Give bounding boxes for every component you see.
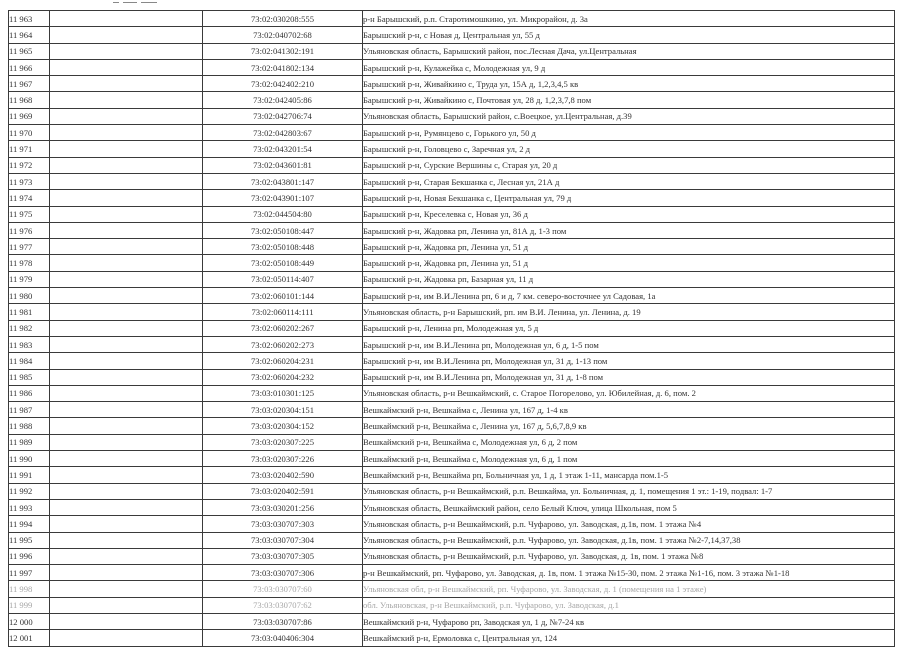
table-row bbox=[9, 173, 895, 189]
table-row bbox=[9, 353, 895, 369]
row-number: 12 001 bbox=[9, 630, 50, 646]
blank-cell bbox=[50, 353, 203, 369]
blank-cell bbox=[50, 173, 203, 189]
table-row bbox=[9, 59, 895, 75]
table-row bbox=[9, 11, 895, 27]
cadastral-number: 73:02:043201:54 bbox=[203, 141, 363, 157]
cadastral-number: 73:02:060204:232 bbox=[203, 369, 363, 385]
blank-cell bbox=[50, 451, 203, 467]
row-number: 11 972 bbox=[9, 157, 50, 173]
blank-cell bbox=[50, 483, 203, 499]
cadastral-number: 73:03:030707:303 bbox=[203, 516, 363, 532]
row-number: 11 965 bbox=[9, 43, 50, 59]
blank-cell bbox=[50, 385, 203, 401]
cadastral-number: 73:03:030707:305 bbox=[203, 548, 363, 564]
cadastral-number: 73:02:060202:273 bbox=[203, 336, 363, 352]
address: р-н Барышский, р.п. Старотимошкино, ул. Микрорайон, д. 3а bbox=[363, 11, 895, 27]
cadastral-number: 73:03:020307:226 bbox=[203, 451, 363, 467]
table-row bbox=[9, 141, 895, 157]
table-row bbox=[9, 222, 895, 238]
blank-cell bbox=[50, 206, 203, 222]
cadastral-number: 73:03:020402:590 bbox=[203, 467, 363, 483]
cadastral-number: 73:02:042405:86 bbox=[203, 92, 363, 108]
address: Барышский р-н, Старая Бекшанка с, Лесная ул, 21А д bbox=[363, 173, 895, 189]
address: Ульяновская область, р-н Вешкаймский, с. Старое Погорелово, ул. Юбилейная, д. 6, пом. 2 bbox=[363, 385, 895, 401]
table-row bbox=[9, 255, 895, 271]
address: Ульяновская область, Вешкаймский район, село Белый Ключ, улица Школьная, пом 5 bbox=[363, 499, 895, 515]
address: Вешкаймский р-н, Вешкайма с, Ленина ул, 167 д, 1-4 кв bbox=[363, 402, 895, 418]
cadastral-number: 73:02:043601:81 bbox=[203, 157, 363, 173]
row-number: 11 986 bbox=[9, 385, 50, 401]
blank-cell bbox=[50, 499, 203, 515]
table-row bbox=[9, 385, 895, 401]
row-number: 11 983 bbox=[9, 336, 50, 352]
address: Барышский р-н, Жадовка рп, Ленина ул, 81А д, 1-3 пом bbox=[363, 222, 895, 238]
address: Барышский р-н, им В.И.Ленина рп, Молодежная ул, 6 д, 1-5 пом bbox=[363, 336, 895, 352]
table-row bbox=[9, 288, 895, 304]
row-number: 11 985 bbox=[9, 369, 50, 385]
blank-cell bbox=[50, 434, 203, 450]
row-number: 11 991 bbox=[9, 467, 50, 483]
cadastral-number: 73:02:043901:107 bbox=[203, 190, 363, 206]
row-number: 11 963 bbox=[9, 11, 50, 27]
address: обл. Ульяновская, р-н Вешкаймский, р.п. Чуфарово, ул. Заводская, д.1 bbox=[363, 597, 895, 613]
cadastral-number: 73:02:043801:147 bbox=[203, 173, 363, 189]
blank-cell bbox=[50, 630, 203, 646]
table-row bbox=[9, 613, 895, 629]
address: Вешкаймский р-н, Вешкайма с, Ленина ул, 167 д, 5,6,7,8,9 кв bbox=[363, 418, 895, 434]
row-number: 11 978 bbox=[9, 255, 50, 271]
table-row bbox=[9, 336, 895, 352]
address: Вешкаймский р-н, Вешкайма рп, Больничная ул, 1 д, 1 этаж 1-11, мансарда пом.1-5 bbox=[363, 467, 895, 483]
cadastral-number: 73:03:030201:256 bbox=[203, 499, 363, 515]
row-number: 11 975 bbox=[9, 206, 50, 222]
blank-cell bbox=[50, 418, 203, 434]
table-row bbox=[9, 76, 895, 92]
table-row bbox=[9, 157, 895, 173]
row-number: 11 973 bbox=[9, 173, 50, 189]
row-number: 11 979 bbox=[9, 271, 50, 287]
cadastral-number: 73:02:050114:407 bbox=[203, 271, 363, 287]
blank-cell bbox=[50, 336, 203, 352]
row-number: 11 989 bbox=[9, 434, 50, 450]
address: Ульяновская область, р-н Вешкаймский, р.п. Чуфарово, ул. Заводская, д.1в, пом. 1 этажа №4 bbox=[363, 516, 895, 532]
table-row bbox=[9, 597, 895, 613]
address: Ульяновская область, Барышский район, пос.Лесная Дача, ул.Центральная bbox=[363, 43, 895, 59]
row-number: 11 980 bbox=[9, 288, 50, 304]
cadastral-number: 73:02:050108:447 bbox=[203, 222, 363, 238]
blank-cell bbox=[50, 402, 203, 418]
address: Ульяновская область, р-н Вешкаймский, р.п. Вешкайма, ул. Больничная, д. 1, помещения 1 эт.: 1-19, подвал: 1-7 bbox=[363, 483, 895, 499]
address: Барышский р-н, Жадовка рп, Ленина ул, 51 д bbox=[363, 255, 895, 271]
table-row bbox=[9, 499, 895, 515]
address: Барышский р-н, Румянцево с, Горького ул, 50 д bbox=[363, 125, 895, 141]
table-row bbox=[9, 467, 895, 483]
row-number: 11 984 bbox=[9, 353, 50, 369]
cadastral-number: 73:03:030707:306 bbox=[203, 565, 363, 581]
blank-cell bbox=[50, 597, 203, 613]
table-row bbox=[9, 320, 895, 336]
cadastral-number: 73:03:030707:60 bbox=[203, 581, 363, 597]
address: Барышский р-н, Ленина рп, Молодежная ул, 5 д bbox=[363, 320, 895, 336]
row-number: 11 987 bbox=[9, 402, 50, 418]
blank-cell bbox=[50, 11, 203, 27]
table-row bbox=[9, 190, 895, 206]
blank-cell bbox=[50, 239, 203, 255]
row-number: 11 988 bbox=[9, 418, 50, 434]
row-number: 11 993 bbox=[9, 499, 50, 515]
address: Барышский р-н, им В.И.Ленина рп, Молодежная ул, 31 д, 1-8 пом bbox=[363, 369, 895, 385]
table-row bbox=[9, 565, 895, 581]
blank-cell bbox=[50, 190, 203, 206]
table-row bbox=[9, 516, 895, 532]
header-fragment bbox=[113, 0, 157, 8]
table-row bbox=[9, 402, 895, 418]
cadastral-number: 73:03:020402:591 bbox=[203, 483, 363, 499]
blank-cell bbox=[50, 271, 203, 287]
address: Барышский р-н, Живайкино с, Почтовая ул, 28 д, 1,2,3,7,8 пом bbox=[363, 92, 895, 108]
cadastral-number: 73:03:010301:125 bbox=[203, 385, 363, 401]
address: Барышский р-н, Новая Бекшанка с, Центральная ул, 79 д bbox=[363, 190, 895, 206]
blank-cell bbox=[50, 27, 203, 43]
address: Ульяновская область, р-н Вешкаймский, р.п. Чуфарово, ул. Заводская, д. 1в, пом. 1 этажа №8 bbox=[363, 548, 895, 564]
cadastral-number: 73:03:030707:62 bbox=[203, 597, 363, 613]
address: Барышский р-н, Жадовка рп, Ленина ул, 51 д bbox=[363, 239, 895, 255]
cadastral-number: 73:03:020304:152 bbox=[203, 418, 363, 434]
blank-cell bbox=[50, 108, 203, 124]
address: Барышский р-н, им В.И.Ленина рп, 6 и д, 7 км. северо-восточнее ул Садовая, 1а bbox=[363, 288, 895, 304]
row-number: 11 981 bbox=[9, 304, 50, 320]
table-row bbox=[9, 630, 895, 646]
table-body bbox=[9, 11, 895, 647]
row-number: 11 990 bbox=[9, 451, 50, 467]
cadastral-number: 73:02:060202:267 bbox=[203, 320, 363, 336]
cadastral-number: 73:02:042706:74 bbox=[203, 108, 363, 124]
address: Ульяновская обл, р-н Вешкаймский, рп. Чуфарово, ул. Заводская, д. 1 (помещения на 1 этаже) bbox=[363, 581, 895, 597]
blank-cell bbox=[50, 467, 203, 483]
cadastral-number: 73:02:050108:449 bbox=[203, 255, 363, 271]
blank-cell bbox=[50, 59, 203, 75]
blank-cell bbox=[50, 369, 203, 385]
address: Вешкаймский р-н, Чуфарово рп, Заводская ул, 1 д, №7-24 кв bbox=[363, 613, 895, 629]
cadastral-number: 73:02:042402:210 bbox=[203, 76, 363, 92]
table-row bbox=[9, 108, 895, 124]
address: р-н Вешкаймский, рп. Чуфарово, ул. Заводская, д. 1в, пом. 1 этажа №15-30, пом. 2 этажа №1-16, пом. 3 этажа №1-18 bbox=[363, 565, 895, 581]
blank-cell bbox=[50, 516, 203, 532]
cadastral-number: 73:03:040406:304 bbox=[203, 630, 363, 646]
table-row bbox=[9, 418, 895, 434]
blank-cell bbox=[50, 565, 203, 581]
row-number: 11 999 bbox=[9, 597, 50, 613]
table-row bbox=[9, 581, 895, 597]
address: Барышский р-н, Головцево с, Заречная ул, 2 д bbox=[363, 141, 895, 157]
row-number: 12 000 bbox=[9, 613, 50, 629]
row-number: 11 996 bbox=[9, 548, 50, 564]
cadastral-number: 73:02:030208:555 bbox=[203, 11, 363, 27]
cadastral-number: 73:02:050108:448 bbox=[203, 239, 363, 255]
address: Ульяновская область, р-н Барышский, рп. им В.И. Ленина, ул. Ленина, д. 19 bbox=[363, 304, 895, 320]
table-row bbox=[9, 304, 895, 320]
table-row bbox=[9, 43, 895, 59]
blank-cell bbox=[50, 76, 203, 92]
blank-cell bbox=[50, 157, 203, 173]
row-number: 11 992 bbox=[9, 483, 50, 499]
blank-cell bbox=[50, 43, 203, 59]
table-row bbox=[9, 548, 895, 564]
row-number: 11 982 bbox=[9, 320, 50, 336]
table-row bbox=[9, 27, 895, 43]
table-row bbox=[9, 369, 895, 385]
table-row bbox=[9, 206, 895, 222]
blank-cell bbox=[50, 532, 203, 548]
blank-cell bbox=[50, 141, 203, 157]
blank-cell bbox=[50, 92, 203, 108]
cadastral-table bbox=[8, 10, 895, 647]
address: Барышский р-н, Креселевка с, Новая ул, 36 д bbox=[363, 206, 895, 222]
cadastral-number: 73:03:030707:304 bbox=[203, 532, 363, 548]
table-row bbox=[9, 434, 895, 450]
blank-cell bbox=[50, 613, 203, 629]
row-number: 11 995 bbox=[9, 532, 50, 548]
table-row bbox=[9, 483, 895, 499]
address: Барышский р-н, Жадовка рп, Базарная ул, 11 д bbox=[363, 271, 895, 287]
row-number: 11 967 bbox=[9, 76, 50, 92]
cadastral-number: 73:02:060204:231 bbox=[203, 353, 363, 369]
table-row bbox=[9, 451, 895, 467]
row-number: 11 974 bbox=[9, 190, 50, 206]
cadastral-number: 73:02:060114:111 bbox=[203, 304, 363, 320]
cadastral-number: 73:02:041302:191 bbox=[203, 43, 363, 59]
blank-cell bbox=[50, 548, 203, 564]
cadastral-number: 73:02:044504:80 bbox=[203, 206, 363, 222]
row-number: 11 994 bbox=[9, 516, 50, 532]
address: Вешкаймский р-н, Ермоловка с, Центральная ул, 124 bbox=[363, 630, 895, 646]
address: Барышский р-н, Сурские Вершины с, Старая ул, 20 д bbox=[363, 157, 895, 173]
blank-cell bbox=[50, 320, 203, 336]
row-number: 11 977 bbox=[9, 239, 50, 255]
blank-cell bbox=[50, 255, 203, 271]
row-number: 11 969 bbox=[9, 108, 50, 124]
row-number: 11 997 bbox=[9, 565, 50, 581]
blank-cell bbox=[50, 125, 203, 141]
address: Ульяновская область, Барышский район, с.Воецкое, ул.Центральная, д.39 bbox=[363, 108, 895, 124]
cadastral-number: 73:02:060101:144 bbox=[203, 288, 363, 304]
blank-cell bbox=[50, 288, 203, 304]
row-number: 11 964 bbox=[9, 27, 50, 43]
table-row bbox=[9, 271, 895, 287]
row-number: 11 998 bbox=[9, 581, 50, 597]
blank-cell bbox=[50, 304, 203, 320]
address: Барышский р-н, Живайкино с, Труда ул, 15А д, 1,2,3,4,5 кв bbox=[363, 76, 895, 92]
cadastral-number: 73:02:040702:68 bbox=[203, 27, 363, 43]
table-row bbox=[9, 92, 895, 108]
cadastral-number: 73:03:020307:225 bbox=[203, 434, 363, 450]
address: Барышский р-н, с Новая д, Центральная ул, 55 д bbox=[363, 27, 895, 43]
table-row bbox=[9, 125, 895, 141]
table-row bbox=[9, 239, 895, 255]
cadastral-number: 73:02:042803:67 bbox=[203, 125, 363, 141]
cadastral-number: 73:03:030707:86 bbox=[203, 613, 363, 629]
cadastral-number: 73:02:041802:134 bbox=[203, 59, 363, 75]
blank-cell bbox=[50, 222, 203, 238]
row-number: 11 966 bbox=[9, 59, 50, 75]
table-row bbox=[9, 532, 895, 548]
row-number: 11 971 bbox=[9, 141, 50, 157]
address: Барышский р-н, им В.И.Ленина рп, Молодежная ул, 31 д, 1-13 пом bbox=[363, 353, 895, 369]
row-number: 11 976 bbox=[9, 222, 50, 238]
address: Вешкаймский р-н, Вешкайма с, Молодежная ул, 6 д, 1 пом bbox=[363, 451, 895, 467]
cadastral-number: 73:03:020304:151 bbox=[203, 402, 363, 418]
address: Ульяновская область, р-н Вешкаймский, р.п. Чуфарово, ул. Заводская, д.1в, пом. 1 этажа №2-7,14,37,38 bbox=[363, 532, 895, 548]
address: Барышский р-н, Кулажейка с, Молодежная ул, 9 д bbox=[363, 59, 895, 75]
row-number: 11 970 bbox=[9, 125, 50, 141]
blank-cell bbox=[50, 581, 203, 597]
address: Вешкаймский р-н, Вешкайма с, Молодежная ул, 6 д, 2 пом bbox=[363, 434, 895, 450]
row-number: 11 968 bbox=[9, 92, 50, 108]
